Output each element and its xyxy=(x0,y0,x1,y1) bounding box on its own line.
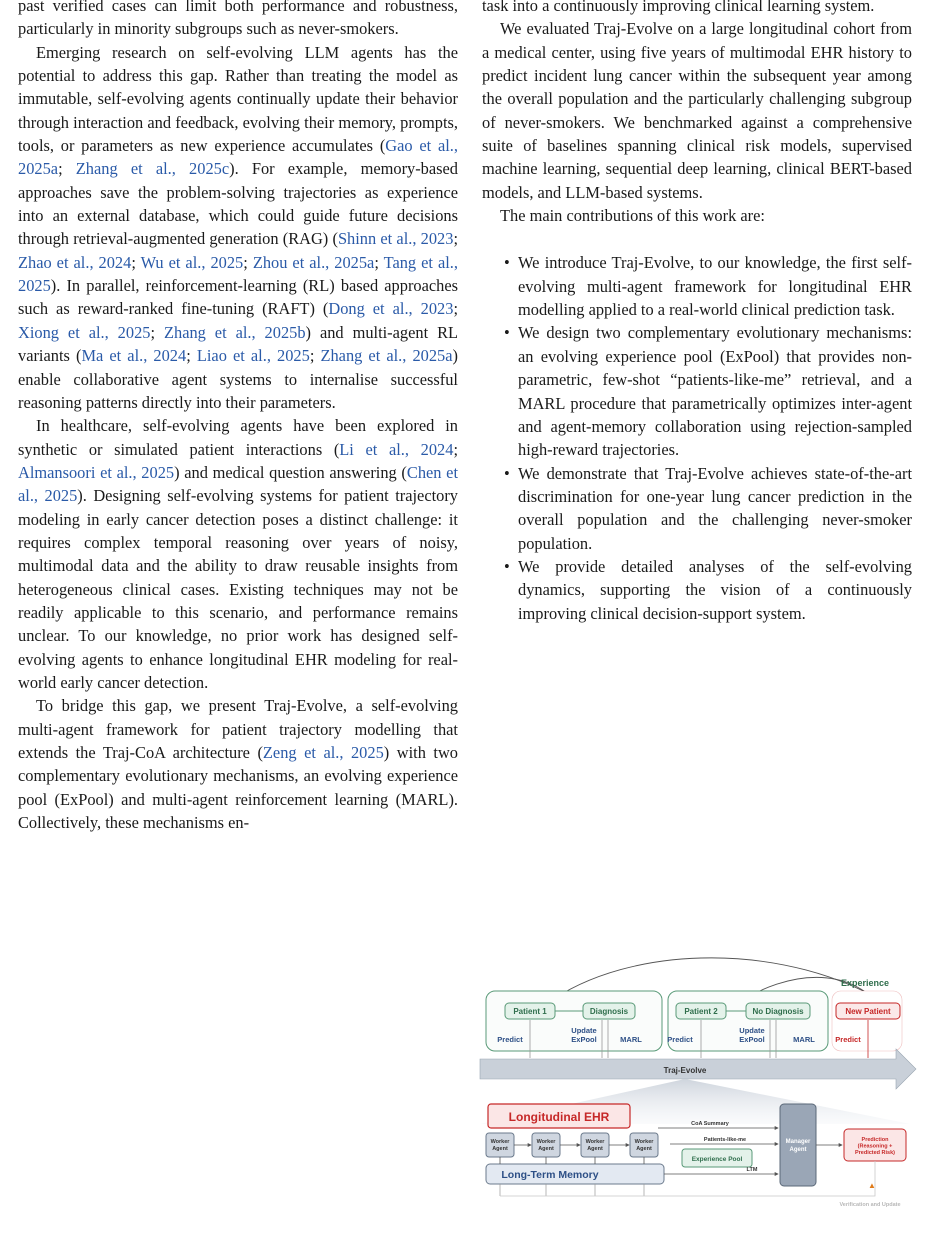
citation-link[interactable]: Zeng et al., 2025 xyxy=(262,743,384,762)
body-text: In healthcare, self-evolving agents have been explored in synthetic or simulated patient interactions ( xyxy=(18,416,458,459)
worker-agents xyxy=(486,1133,658,1157)
predict-label: Predict xyxy=(497,1035,523,1044)
contribution-text: We provide detailed analyses of the self-evolving dynamics, supporting the vision of a continuously improving clinical decision-support system. xyxy=(518,556,912,623)
body-text: ). For example, memory-based approaches save the problem-solving trajectories as experience into an external database, which could guide future decisions through retrieval-augmented generation (RAG) ( xyxy=(18,159,458,249)
citation-link[interactable]: Chen et al., 2025 xyxy=(18,462,459,506)
body-text: ). Designing self-evolving systems for patient trajectory modeling in early cancer detection poses a distinct challenge: it requires complex temporal reasoning over years of noisy, multimodal data and the ability to draw reusable insights from heterogeneous clinical cases. Existing techniques may not be readily applicable to this scenario, and performance remains unclear. To our knowledge, no prior work has designed self-evolving agents to enhance longitudinal EHR modeling for real-world early cancer detection. xyxy=(18,486,459,692)
longitudinal-ehr-label: Longitudinal EHR xyxy=(508,1110,610,1124)
marl-label: MARL xyxy=(793,1035,815,1044)
experience-pool-label: Experience Pool xyxy=(691,1156,743,1163)
predict-label: Predict xyxy=(835,1035,861,1044)
diagnosis-label: Diagnosis xyxy=(589,1007,629,1016)
traj-evolve-figure xyxy=(470,948,920,1236)
citation-link[interactable]: Gao et al., 2025a xyxy=(18,136,458,179)
contribution-text: We design two complementary evolutionary mechanisms: an evolving experience pool (ExPool) that provides non-parametric, few-shot “patients-like-me” retrieval, and a MARL procedure that parametrically optimizes inter-agent and agent-memory collaboration using rejection-sampled high-reward trajectories. xyxy=(518,323,912,460)
right-column xyxy=(482,0,912,625)
citation-link[interactable]: Zhang et al., 2025c xyxy=(75,159,230,179)
update-expool-label: Update ExPool xyxy=(571,1026,597,1044)
contributions-list xyxy=(482,251,912,625)
body-text: ) and medical question answering ( xyxy=(174,462,407,482)
left-paragraph-2 xyxy=(18,41,458,415)
body-text: ; xyxy=(243,252,253,272)
bullet-marker: • xyxy=(504,253,510,273)
left-paragraph-4 xyxy=(18,694,458,834)
citation-link[interactable]: Ma et al., 2024 xyxy=(81,346,187,366)
citation-link[interactable]: Zhang et al., 2025b xyxy=(163,322,306,342)
body-text: ; xyxy=(58,159,76,179)
body-text: ). In parallel, reinforcement-learning (RL) based approaches such as reward-ranked fine-tuning (RAFT) ( xyxy=(18,276,458,319)
body-text: ; xyxy=(453,299,458,319)
no-diagnosis-label: No Diagnosis xyxy=(752,1007,804,1016)
body-text: ; xyxy=(453,439,458,459)
manager-agent-label: Manager Agent xyxy=(785,1139,811,1153)
citation-link[interactable]: Zhou et al., 2025a xyxy=(252,252,375,272)
new-patient-label: New Patient xyxy=(845,1007,891,1016)
citation-link[interactable]: Li et al., 2024 xyxy=(339,439,454,459)
framework-diagram xyxy=(470,948,920,1236)
worker-agent-label: Worker Agent xyxy=(536,1139,556,1152)
bullet-marker: • xyxy=(504,463,510,483)
bullet-marker: • xyxy=(504,556,510,576)
contribution-item xyxy=(504,321,912,461)
ltm-label: LTM xyxy=(746,1167,758,1173)
body-text: ; xyxy=(453,229,459,249)
citation-link[interactable]: Xiong et al., 2025 xyxy=(18,322,151,342)
citation-link[interactable]: Dong et al., 2023 xyxy=(328,299,454,319)
right-paragraph-2: We evaluated Traj-Evolve on a large longitudinal cohort from a medical center, using five years of multimodal EHR history to predict incident lung cancer within the subsequent year among the overall population and the particularly challenging subgroup of never-smokers. We benchmarked against a comprehensive suite of baselines spanning clinical risk models, supervised machine learning, sequential deep learning, clinical BERT-based models, and LLM-based systems. xyxy=(482,19,912,202)
verification-update-label: Verification and Update xyxy=(839,1202,901,1208)
predict-label: Predict xyxy=(667,1035,693,1044)
right-paragraph-1: task into a continuously improving clinical learning system. xyxy=(482,0,875,15)
worker-agent-label: Worker Agent xyxy=(490,1139,510,1152)
body-text: ) and multi-agent RL variants ( xyxy=(18,322,459,366)
contribution-item xyxy=(504,462,912,555)
citation-link[interactable]: Shinn et al., 2023 xyxy=(337,229,454,249)
worker-agent-box xyxy=(532,1133,560,1157)
traj-evolve-label: Traj-Evolve xyxy=(663,1066,707,1075)
update-expool-label: Update ExPool xyxy=(739,1026,765,1044)
contributions-intro: The main contributions of this work are: xyxy=(500,206,765,226)
marl-label: MARL xyxy=(620,1035,642,1044)
body-text: ; xyxy=(186,346,197,366)
coa-summary-label: CoA Summary xyxy=(691,1121,729,1127)
citation-link[interactable]: Wu et al., 2025 xyxy=(140,252,244,272)
body-text: ) with two complementary evolutionary mechanisms, an evolving experience pool (ExPool) and multi-agent reinforcement learning (MARL). Collectively, these mechanisms en- xyxy=(18,743,458,833)
contribution-text: We introduce Traj-Evolve, to our knowledge, the first self-evolving multi-agent framework for longitudinal EHR modelling applied to a real-world clinical prediction task. xyxy=(518,253,912,320)
body-text: ; xyxy=(309,346,321,366)
citation-link[interactable]: Zhao et al., 2024 xyxy=(18,252,132,272)
left-paragraph-3 xyxy=(18,414,458,694)
bullet-marker: • xyxy=(504,323,510,343)
body-text: Emerging research on self-evolving LLM agents has the potential to address this gap. Rather than treating the model as immutable, self-evolving agents continually update their behavior through interaction and feedback, evolving their memory, prompts, tools, or parameters as new experience accumulates ( xyxy=(18,42,458,156)
left-column xyxy=(18,0,458,834)
contribution-item xyxy=(504,251,912,321)
citation-link[interactable]: Zhang et al., 2025a xyxy=(320,346,453,366)
body-text: ) enable collaborative agent systems to internalise successful reasoning patterns directly into their parameters. xyxy=(18,346,458,412)
flame-icon: ▲ xyxy=(868,1181,876,1190)
citation-link[interactable]: Almansoori et al., 2025 xyxy=(18,462,175,482)
body-text: To bridge this gap, we present Traj-Evolve, a self-evolving multi-agent framework for patient trajectory modelling that extends the Traj-CoA architecture ( xyxy=(18,696,458,762)
worker-agent-box xyxy=(486,1133,514,1157)
worker-agent-box xyxy=(581,1133,609,1157)
left-paragraph-1: past verified cases can limit both performance and robustness, particularly in minority subgroups such as never-smokers. xyxy=(18,0,458,39)
contribution-text: We demonstrate that Traj-Evolve achieves state-of-the-art discrimination for one-year lung cancer prediction in the overall population and the challenging never-smoker population. xyxy=(518,463,912,553)
citation-link[interactable]: Liao et al., 2025 xyxy=(196,346,310,366)
manager-agent-box xyxy=(780,1104,816,1186)
body-text: ; xyxy=(150,322,164,342)
experience-label: Experience xyxy=(840,978,890,988)
worker-agent-box xyxy=(630,1133,658,1157)
body-text: ; xyxy=(374,252,384,272)
contribution-item xyxy=(504,555,912,625)
patient-1-label: Patient 1 xyxy=(513,1007,547,1016)
long-term-memory-label: Long-Term Memory xyxy=(501,1169,599,1181)
worker-agent-label: Worker Agent xyxy=(634,1139,654,1152)
prediction-label: Prediction (Reasoning + Predicted Risk) xyxy=(854,1137,896,1156)
citation-link[interactable]: Tang et al., 2025 xyxy=(18,252,458,296)
worker-agent-label: Worker Agent xyxy=(585,1139,605,1152)
patients-like-me-label: Patients-like-me xyxy=(703,1137,747,1143)
patient-2-label: Patient 2 xyxy=(684,1007,718,1016)
body-text: ; xyxy=(131,252,141,272)
